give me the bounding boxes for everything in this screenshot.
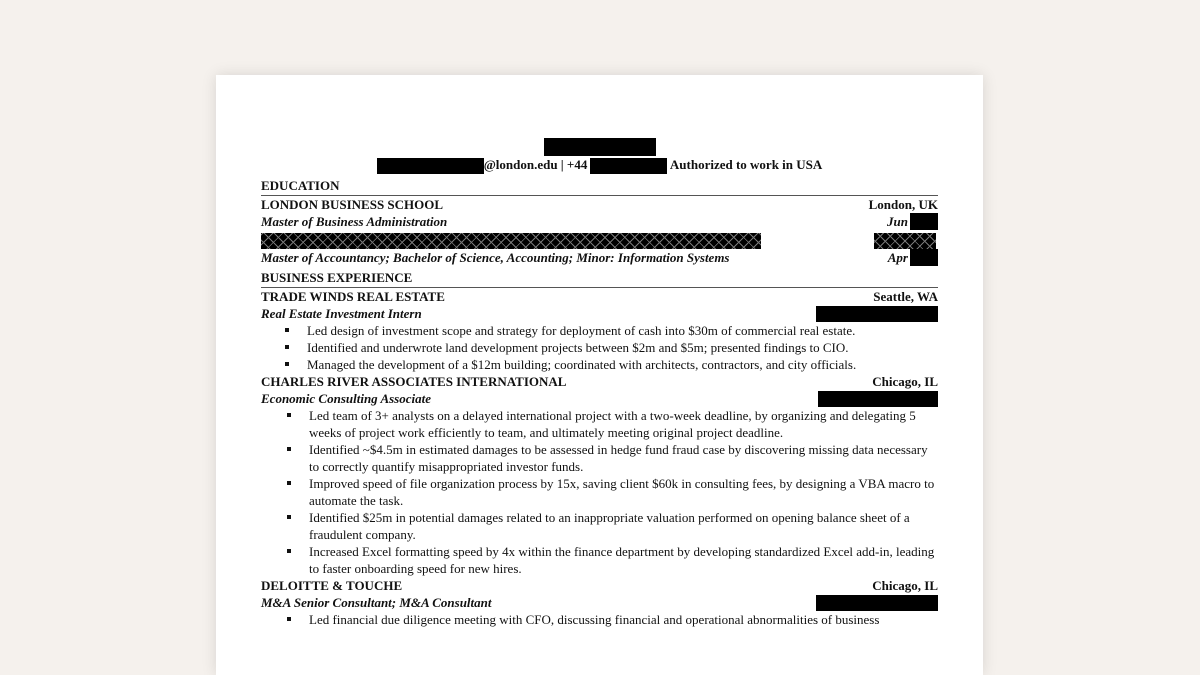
- job-title-row: [261, 594, 938, 611]
- degree: Master of Business Administration: [261, 214, 448, 230]
- job-header: [261, 373, 938, 390]
- job-location: Chicago, IL: [872, 578, 938, 594]
- list-item: Improved speed of file organization process by 15x, saving client $60k in consulting fees, by designing a VBA macro to automate the task.: [309, 475, 938, 509]
- list-item: Increased Excel formatting speed by 4x within the finance department by developing standardized Excel add-in, leading to faster onboarding speed for new hires.: [309, 543, 938, 577]
- degree-row: [261, 213, 938, 230]
- list-item: Led team of 3+ analysts on a delayed international project with a two-week deadline, by organizing and delegating 5 weeks of project work efficiently to team, and ultimately meeting original project deadline.: [309, 407, 938, 441]
- job-title: Real Estate Investment Intern: [261, 306, 422, 322]
- degree-row: [261, 249, 938, 266]
- resume-page: [216, 75, 983, 675]
- job-bullets: [261, 407, 938, 577]
- company-name: DELOITTE & TOUCHE: [261, 578, 403, 594]
- education-heading: EDUCATION: [261, 177, 938, 196]
- redacted-school-location: [874, 233, 936, 249]
- list-item: Led financial due diligence meeting with CFO, discussing financial and operational abnormalities of business: [309, 611, 938, 628]
- redacted-phone: [590, 158, 667, 174]
- job-title: Economic Consulting Associate: [261, 391, 431, 407]
- degree-date: Apr: [888, 249, 938, 266]
- list-item: Led design of investment scope and strategy for deployment of cash into $30m of commercial real estate.: [307, 322, 938, 339]
- job-title-row: [261, 390, 938, 407]
- list-item: Identified $25m in potential damages related to an inappropriate valuation performed on opening balance sheet of a fraudulent company.: [309, 509, 938, 543]
- job-title: M&A Senior Consultant; M&A Consultant: [261, 595, 492, 611]
- company-name: CHARLES RIVER ASSOCIATES INTERNATIONAL: [261, 374, 567, 390]
- job-bullets: [261, 611, 938, 628]
- resume-content: [261, 137, 938, 628]
- contact-line: [261, 156, 938, 174]
- job-header: [261, 577, 938, 594]
- school-location: London, UK: [868, 197, 938, 213]
- job-title-row: [261, 305, 938, 322]
- work-authorization: Authorized to work in USA: [669, 157, 823, 173]
- redacted-name: [544, 138, 656, 156]
- list-item: Managed the development of a $12m building; coordinated with architects, contractors, and city officials.: [307, 356, 938, 373]
- candidate-name: [261, 137, 938, 156]
- redacted-dates: [818, 391, 938, 407]
- job-header: [261, 288, 938, 305]
- experience-heading: BUSINESS EXPERIENCE: [261, 269, 938, 288]
- redacted-school-name: [261, 233, 761, 249]
- list-item: Identified ~$4.5m in estimated damages to be assessed in hedge fund fraud case by discovering missing data necessary to correctly quantify misappropriated investor funds.: [309, 441, 938, 475]
- degree-date: Jun: [887, 213, 938, 230]
- school-name: LONDON BUSINESS SCHOOL: [261, 197, 444, 213]
- degree: Master of Accountancy; Bachelor of Science, Accounting; Minor: Information Systems: [261, 250, 730, 266]
- job-location: Seattle, WA: [873, 289, 938, 305]
- redacted-year: [910, 213, 938, 230]
- list-item: Identified and underwrote land development projects between $2m and $5m; presented findings to CIO.: [307, 339, 938, 356]
- redacted-dates: [816, 306, 938, 322]
- school-row: [261, 196, 938, 213]
- job-bullets: [261, 322, 938, 373]
- company-name: TRADE WINDS REAL ESTATE: [261, 289, 445, 305]
- job-location: Chicago, IL: [872, 374, 938, 390]
- redacted-year: [910, 249, 938, 266]
- school-row: [261, 233, 938, 249]
- redacted-email-user: [377, 158, 484, 174]
- redacted-dates: [816, 595, 938, 611]
- email-suffix: @london.edu | +44: [483, 157, 588, 173]
